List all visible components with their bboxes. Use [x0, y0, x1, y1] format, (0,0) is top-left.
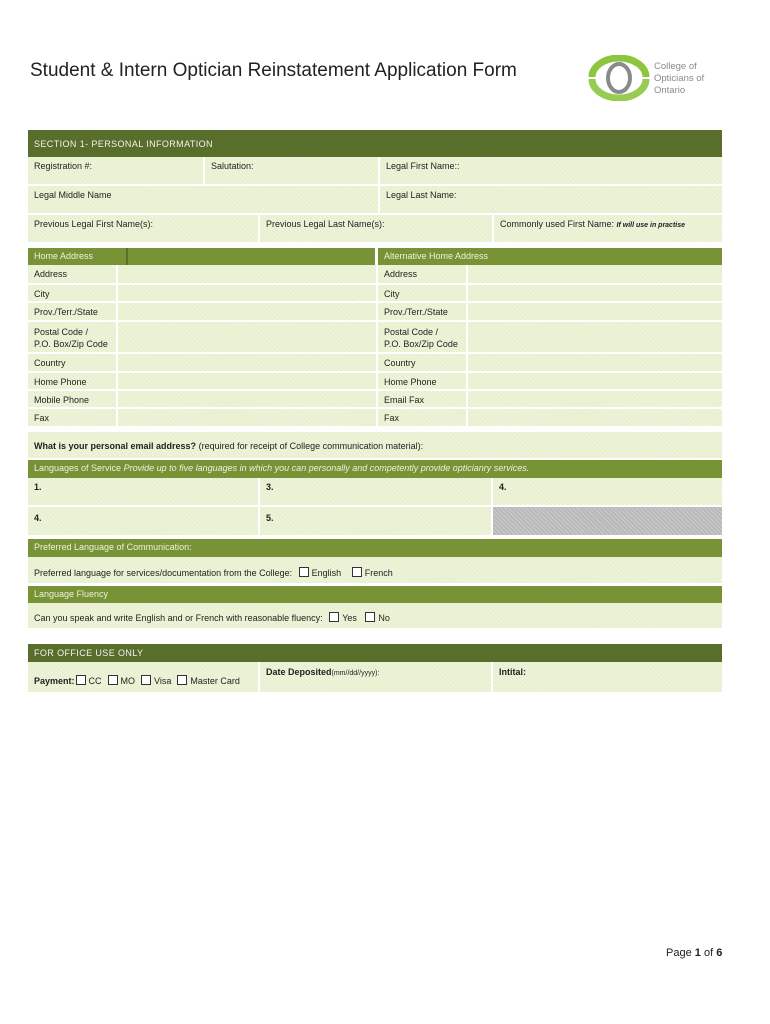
- french-option-label: French: [364, 568, 393, 578]
- common-first-name-note: If will use in practise: [616, 222, 686, 229]
- row-fluency: [28, 603, 722, 630]
- home-mobile-phone-label: Mobile Phone: [28, 391, 116, 407]
- english-checkbox[interactable]: [299, 567, 309, 577]
- mo-checkbox[interactable]: [108, 675, 118, 685]
- common-first-name-field[interactable]: [494, 215, 722, 242]
- home-postal-code-input[interactable]: [118, 322, 376, 352]
- previous-last-name-field[interactable]: [260, 215, 492, 242]
- language-slot-3[interactable]: 3.: [260, 478, 491, 505]
- master-card-checkbox[interactable]: [177, 675, 187, 685]
- home-mobile-phone-input[interactable]: [118, 391, 376, 407]
- language-slot-4b[interactable]: 4.: [28, 507, 258, 535]
- registration-label: Registration #:: [34, 161, 93, 171]
- date-deposited-field[interactable]: [260, 662, 491, 692]
- visa-option-label: Visa: [154, 676, 172, 686]
- address-row: [28, 322, 722, 354]
- address-row: [28, 285, 722, 303]
- cc-option-label: CC: [88, 676, 102, 686]
- legal-last-name-label: Legal Last Name:: [386, 190, 457, 200]
- row-languages-1: [28, 478, 722, 507]
- alt-country-label: Country: [378, 354, 466, 371]
- logo-eye-icon: [588, 55, 650, 101]
- row-office-use: [28, 662, 722, 694]
- common-first-name-label: Commonly used First Name:: [500, 219, 615, 229]
- alt-fax-input[interactable]: [468, 409, 722, 426]
- payment-label: Payment:: [34, 676, 75, 686]
- mo-option-label: MO: [120, 676, 136, 686]
- address-row: [28, 265, 722, 285]
- legal-first-name-field[interactable]: [380, 157, 722, 184]
- languages-header: Languages of Service Provide up to five languages in which you can personally and competently provide opticianry services.: [28, 460, 722, 478]
- alt-province-label: Prov./Terr./State: [378, 303, 466, 320]
- alt-email-fax-label: Email Fax: [378, 391, 466, 407]
- page-number: Page 1 of 6: [666, 947, 723, 959]
- home-city-input[interactable]: [118, 285, 376, 301]
- office-use-header: FOR OFFICE USE ONLY: [28, 644, 722, 662]
- form-title: Student & Intern Optician Reinstatement Application Form: [30, 60, 517, 81]
- legal-middle-name-label: Legal Middle Name: [34, 190, 112, 200]
- no-checkbox[interactable]: [365, 612, 375, 622]
- office-use-section: [28, 644, 722, 694]
- no-option-label: No: [378, 613, 390, 623]
- alt-province-input[interactable]: [468, 303, 722, 320]
- legal-middle-name-field[interactable]: [28, 186, 378, 213]
- fluency-question: Can you speak and write English and or French with reasonable fluency:: [34, 613, 323, 623]
- date-deposited-label: Date Deposited: [266, 667, 332, 677]
- home-home-phone-input[interactable]: [118, 373, 376, 389]
- alt-city-input[interactable]: [468, 285, 722, 301]
- alt-city-label: City: [378, 285, 466, 301]
- language-fluency-section: [28, 586, 722, 630]
- home-address-label: Address: [28, 265, 116, 283]
- alt-email-fax-input[interactable]: [468, 391, 722, 407]
- row-middle-last: [28, 186, 722, 215]
- legal-first-name-label: Legal First Name::: [386, 161, 460, 171]
- master-card-option-label: Master Card: [190, 676, 240, 686]
- row-preferred-language: [28, 557, 722, 585]
- home-address-header: Home Address: [28, 248, 375, 265]
- alt-country-input[interactable]: [468, 354, 722, 371]
- home-fax-label: Fax: [28, 409, 116, 426]
- yes-option-label: Yes: [342, 613, 357, 623]
- languages-section: [28, 460, 722, 537]
- address-row: [28, 409, 722, 428]
- home-country-label: Country: [28, 354, 116, 371]
- alt-home-phone-label: Home Phone: [378, 373, 466, 389]
- email-note: (required for receipt of College communication material):: [198, 441, 424, 451]
- home-province-input[interactable]: [118, 303, 376, 320]
- row-registration: [28, 157, 722, 186]
- row-languages-2: [28, 507, 722, 537]
- section-1-header: SECTION 1- PERSONAL INFORMATION: [28, 130, 722, 157]
- salutation-field[interactable]: [205, 157, 378, 184]
- registration-field[interactable]: [28, 157, 203, 184]
- address-row: [28, 354, 722, 373]
- language-slot-5[interactable]: 5.: [260, 507, 491, 535]
- visa-checkbox[interactable]: [141, 675, 151, 685]
- row-previous-names: [28, 215, 722, 244]
- previous-first-name-label: Previous Legal First Name(s):: [34, 219, 154, 229]
- alt-home-phone-input[interactable]: [468, 373, 722, 389]
- language-slot-1[interactable]: 1.: [28, 478, 258, 505]
- row-email: [28, 432, 722, 460]
- address-row: [28, 303, 722, 322]
- home-country-input[interactable]: [118, 354, 376, 371]
- preferred-language-question: Preferred language for services/documentation from the College:: [34, 568, 293, 578]
- logo-line-3: Ontario: [654, 85, 686, 96]
- salutation-label: Salutation:: [211, 161, 254, 171]
- home-address-input[interactable]: [118, 265, 376, 283]
- previous-first-name-field[interactable]: [28, 215, 258, 242]
- alt-address-label: Address: [378, 265, 466, 283]
- initial-label: Intital:: [499, 667, 526, 677]
- address-row: [28, 373, 722, 391]
- college-logo: [588, 55, 723, 101]
- home-city-label: City: [28, 285, 116, 301]
- legal-last-name-field[interactable]: [380, 186, 722, 213]
- alt-postal-code-input[interactable]: [468, 322, 722, 352]
- alt-home-address-header: Alternative Home Address: [378, 248, 722, 265]
- logo-line-1: College of: [654, 61, 697, 72]
- english-option-label: English: [311, 568, 342, 578]
- language-fluency-header: Language Fluency: [28, 586, 722, 603]
- home-postal-code-label: Postal Code / P.O. Box/Zip Code: [28, 322, 116, 352]
- preferred-language-section: [28, 539, 722, 585]
- alt-address-input[interactable]: [468, 265, 722, 283]
- initial-field[interactable]: [493, 662, 722, 692]
- cc-checkbox[interactable]: [76, 675, 86, 685]
- home-home-phone-label: Home Phone: [28, 373, 116, 389]
- date-format-hint: (mm//dd//yyyy):: [331, 670, 380, 677]
- email-question: What is your personal email address?: [34, 441, 197, 451]
- french-checkbox[interactable]: [352, 567, 362, 577]
- alt-fax-label: Fax: [378, 409, 466, 426]
- logo-line-2: Opticians of: [654, 73, 705, 84]
- home-province-label: Prov./Terr./State: [28, 303, 116, 320]
- languages-header-note: Provide up to five languages in which you can personally and competently provide opticianry services.: [123, 463, 530, 473]
- address-rows: [28, 265, 722, 428]
- language-slot-disabled: [493, 507, 722, 535]
- personal-info-section: [28, 130, 722, 244]
- address-section: [28, 248, 722, 428]
- previous-last-name-label: Previous Legal Last Name(s):: [266, 219, 385, 229]
- address-row: [28, 391, 722, 409]
- language-slot-4[interactable]: 4.: [493, 478, 722, 505]
- email-section: [28, 432, 722, 460]
- alt-postal-code-label: Postal Code / P.O. Box/Zip Code: [378, 322, 466, 352]
- preferred-language-header: Preferred Language of Communication:: [28, 539, 722, 557]
- personal-email-field[interactable]: [28, 432, 722, 458]
- home-fax-input[interactable]: [118, 409, 376, 426]
- yes-checkbox[interactable]: [329, 612, 339, 622]
